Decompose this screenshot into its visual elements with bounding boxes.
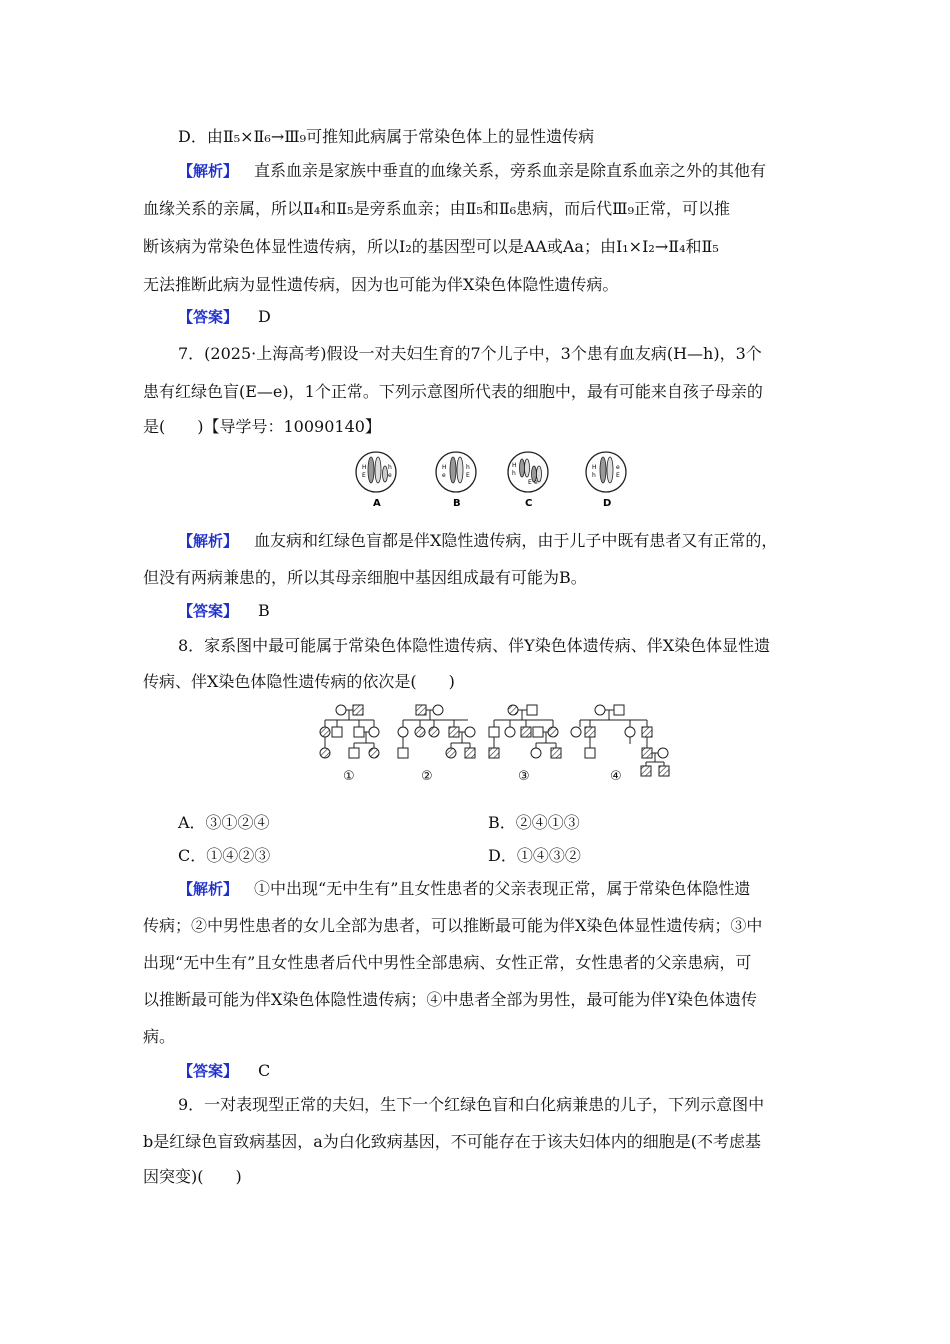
q6-analysis-line-3: 断该病为常染色体显性遗传病，所以Ⅰ₂的基因型可以是AA或Aa；由Ⅰ₁×Ⅰ₂→Ⅱ₄和Ⅱ₅ (143, 237, 719, 256)
pedigree-label: ① (343, 769, 355, 784)
cell-d (586, 452, 626, 509)
analysis-text: 血友病和红绿色盲都是伴X隐性遗传病，由于儿子中既有患者又有正常的， (254, 531, 778, 550)
q8-analysis-line-1 (178, 878, 750, 900)
gene-label: e (534, 479, 538, 486)
analysis-tag: 【解析】 (178, 532, 239, 550)
answer-value: D (258, 307, 271, 326)
cell-label: C (525, 498, 533, 509)
q8-stem-line-1: 8．家系图中最可能属于常染色体隐性遗传病、伴Y染色体遗传病、伴X染色体显性遗 (178, 636, 771, 655)
q6-analysis-line-1 (178, 160, 766, 182)
pedigree-label: ④ (610, 769, 622, 784)
answer-tag: 【答案】 (178, 1062, 239, 1080)
gene-label: e (388, 472, 392, 479)
gene-label: H (362, 464, 367, 471)
q8-option-a: A．③①②④ (178, 813, 270, 832)
answer-value: B (258, 601, 270, 620)
q9-stem-line-2: b是红绿色盲致病基因，a为白化致病基因，不可能存在于该夫妇体内的细胞是(不考虑基 (143, 1132, 762, 1151)
q8-answer (178, 1060, 270, 1082)
pedigree-4 (571, 705, 669, 776)
q8-stem-line-2: 传病、伴X染色体隐性遗传病的依次是( ) (143, 672, 455, 691)
cell-label: B (453, 498, 461, 509)
gene-label: E (362, 472, 366, 479)
q8-analysis-line-5: 病。 (143, 1027, 176, 1046)
q7-answer (178, 600, 270, 622)
gene-label: H (442, 464, 447, 471)
q7-analysis-line-1 (178, 530, 777, 552)
answer-value: C (258, 1061, 271, 1080)
q7-stem-line-1: 7．(2025·上海高考)假设一对夫妇生育的7个儿子中，3个患有血友病(H—h)，3个 (178, 344, 762, 363)
gene-label: E (466, 472, 470, 479)
gene-label: E (528, 479, 532, 486)
cell-b (436, 452, 476, 509)
q6-answer (178, 306, 271, 328)
q8-option-b: B．②④①③ (488, 813, 580, 832)
gene-label: e (616, 464, 620, 471)
pedigree-label: ② (421, 769, 433, 784)
q8-option-d: D．①④③② (488, 846, 581, 865)
q6-analysis-line-2: 血缘关系的亲属，所以Ⅱ₄和Ⅱ₅是旁系血亲；由Ⅱ₅和Ⅱ₆患病，而后代Ⅲ₉正常，可以推 (143, 199, 731, 218)
cell-a (356, 452, 396, 509)
gene-label: H (592, 464, 597, 471)
q6-analysis-line-4: 无法推断此病为显性遗传病，因为也可能为伴X染色体隐性遗传病。 (143, 275, 619, 294)
gene-label: h (466, 464, 470, 471)
q8-analysis-line-4: 以推断最可能为伴X染色体隐性遗传病；④中患者全部为男性，最可能为伴Y染色体遗传 (143, 990, 757, 1009)
cell-label: A (373, 498, 381, 509)
pedigree-label: ③ (518, 769, 530, 784)
answer-tag: 【答案】 (178, 308, 239, 326)
gene-label: E (616, 472, 620, 479)
gene-label: h (592, 472, 596, 479)
analysis-text: ①中出现“无中生有”且女性患者的父亲表现正常，属于常染色体隐性遗 (254, 879, 751, 898)
gene-label: h (512, 470, 516, 477)
q9-stem-line-1: 9．一对表现型正常的夫妇，生下一个红绿色盲和白化病兼患的儿子，下列示意图中 (178, 1095, 765, 1114)
gene-label: H (512, 462, 517, 469)
pedigree-2 (398, 705, 475, 758)
q9-stem-line-3: 因突变)( ) (143, 1167, 242, 1186)
q6-option-d: D．由Ⅱ₅×Ⅱ₆→Ⅲ₉可推知此病属于常染色体上的显性遗传病 (178, 127, 595, 146)
q8-analysis-line-3: 出现“无中生有”且女性患者后代中男性全部患病、女性正常，女性患者的父亲患病，可 (143, 953, 752, 972)
pedigree-figure (308, 700, 680, 790)
q8-analysis-line-2: 传病；②中男性患者的女儿全部为患者，可以推断最可能为伴X染色体显性遗传病；③中 (143, 916, 763, 935)
gene-label: e (442, 472, 446, 479)
q7-stem-line-3: 是( )【导学号：10090140】 (143, 417, 381, 436)
cell-diagrams-figure (350, 446, 640, 514)
analysis-text: 直系血亲是家族中垂直的血缘关系，旁系血亲是除直系血亲之外的其他有 (254, 161, 767, 180)
answer-tag: 【答案】 (178, 602, 239, 620)
q7-stem-line-2: 患有红绿色盲(E—e)，1个正常。下列示意图所代表的细胞中，最有可能来自孩子母亲的 (143, 382, 763, 401)
q8-option-c: C．①④②③ (178, 846, 271, 865)
analysis-tag: 【解析】 (178, 880, 239, 898)
cell-c (508, 452, 548, 509)
q7-analysis-line-2: 但没有两病兼患的，所以其母亲细胞中基因组成最有可能为B。 (143, 568, 587, 587)
pedigree-1 (320, 705, 379, 758)
pedigree-3 (489, 705, 561, 758)
analysis-tag: 【解析】 (178, 162, 239, 180)
gene-label: h (388, 464, 392, 471)
cell-label: D (603, 498, 612, 509)
